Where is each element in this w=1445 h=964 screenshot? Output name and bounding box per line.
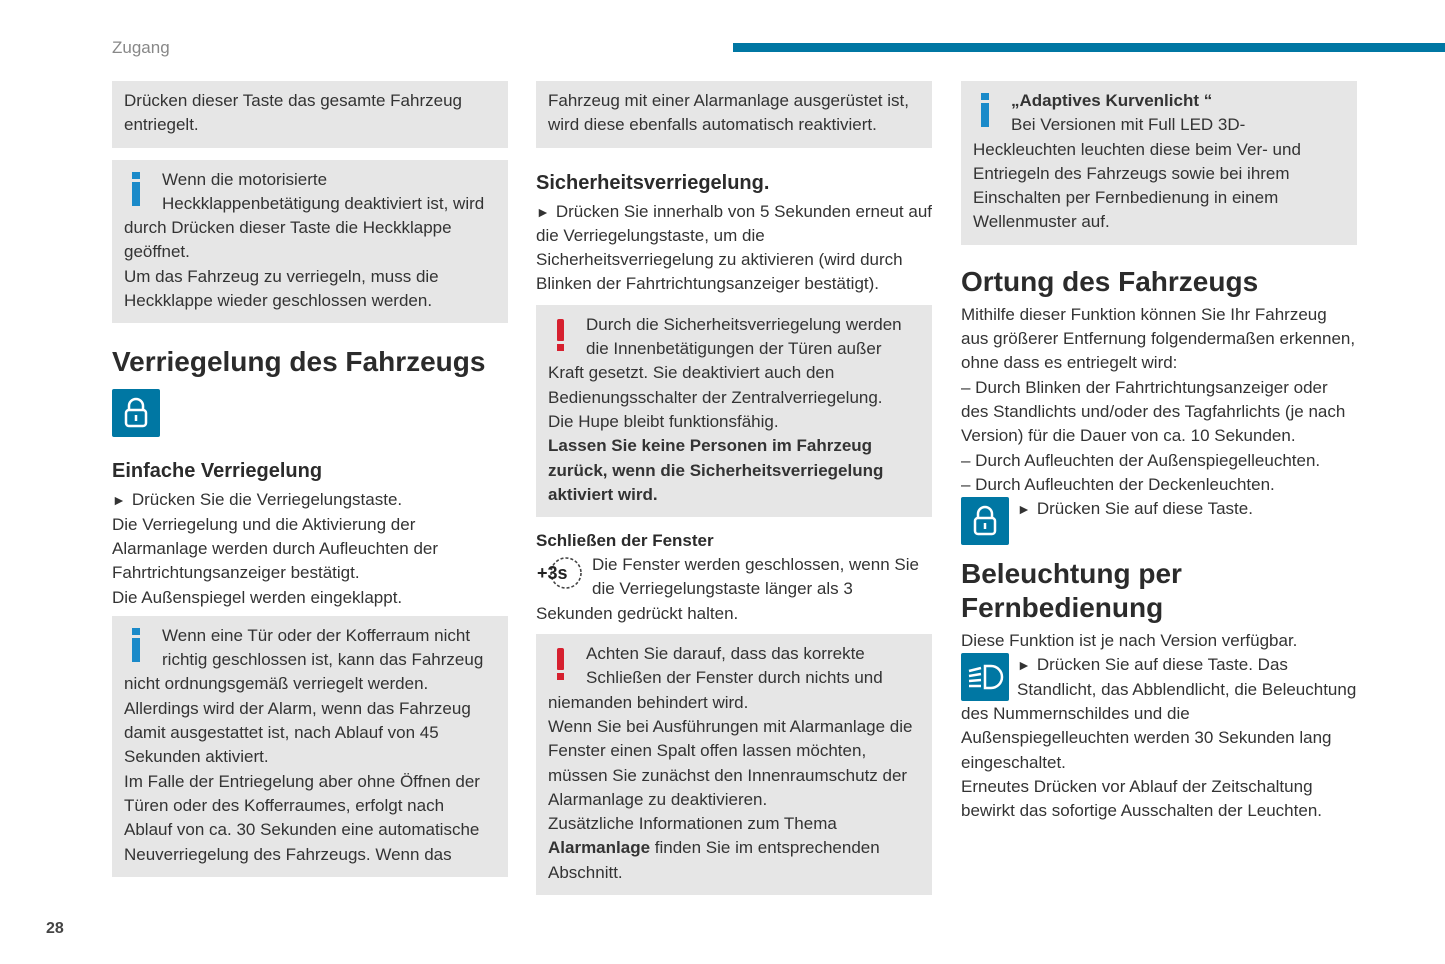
warning-box-windows <box>536 634 932 895</box>
para-switch-off: Erneutes Drücken vor Ablauf der Zeitschaltung bewirkt das sofortige Ausschalten der Leuchten. <box>961 776 1322 821</box>
info-text: Wenn die motorisierte Heckklappenbetätigung deaktiviert ist, wird durch Drücken dieser Taste die Heckklappe geöffnet. <box>124 169 485 262</box>
para-confirmation: Die Verriegelung und die Aktivierung der Alarmanlage werden durch Aufleuchten der Fahrtrichtungsanzeiger bestätigt. <box>112 514 439 583</box>
lock-button-icon <box>112 389 160 437</box>
page-number: 28 <box>46 920 64 937</box>
dash-item-mirror-lights: – Durch Aufleuchten der Außenspiegelleuchten. <box>961 450 1321 470</box>
para-mirrors: Die Außenspiegel werden eingeklappt. <box>112 587 403 607</box>
info-box-door <box>112 616 508 877</box>
timer-3s-icon <box>536 553 586 593</box>
locate-step <box>961 497 1357 545</box>
warning-text-2: Wenn Sie bei Ausführungen mit Alarmanlage die Fenster einen Spalt offen lassen möchten, müssen Sie zunächst den Innenraumschutz der Alarmanlage zu deaktivieren. <box>548 716 913 809</box>
arrow-icon: ► <box>536 203 550 220</box>
info-text-2: Allerdings wird der Alarm, wenn das Fahrzeug damit ausgestattet ist, nach Ablauf von 45 Sekunden aktiviert. <box>124 698 471 767</box>
warning-icon <box>548 642 574 688</box>
info-text-2: Um das Fahrzeug zu verriegeln, muss die Heckklappe wieder geschlossen werden. <box>124 266 439 311</box>
heading-remote-lighting: Beleuchtung per Fernbedienung <box>961 558 1182 624</box>
step-press-button: ► Drücken Sie auf diese Taste. <box>961 497 1357 521</box>
heading-locking: Verriegelung des Fahrzeugs <box>112 346 486 378</box>
step-lock: ► Drücken Sie die Verriegelungstaste. <box>112 488 508 512</box>
timer-label: +3s <box>537 563 568 584</box>
dash-item-indicators: – Durch Blinken der Fahrtrichtungsanzeiger oder des Standlichts und/oder des Tagfahrlichts (je nach Version) für die Dauer von ca. 10 Sekunden. <box>961 377 1346 446</box>
info-title: „Adaptives Kurvenlicht “ <box>1011 91 1213 110</box>
para-locate-intro: Mithilfe dieser Funktion können Sie Ihr Fahrzeug aus größerer Entfernung folgendermaßen erkennen, ohne dass es entriegelt wird: <box>961 304 1356 373</box>
warning-icon <box>548 313 574 359</box>
info-icon <box>124 168 150 214</box>
info-text: Bei Versionen mit Full LED 3D-Heckleuchten leuchten diese beim Ver- und Entriegeln des Fahrzeugs sowie bei ihrem Einschalten per Fernbedienung in einem Wellenmuster auf. <box>973 115 1301 232</box>
column-1 <box>112 81 508 889</box>
warning-text-2: Die Hupe bleibt funktionsfähig. <box>548 411 779 431</box>
arrow-icon: ► <box>1017 501 1031 518</box>
para-availability: Diese Funktion ist je nach Version verfügbar. <box>961 631 1298 651</box>
continued-text-box <box>112 81 508 148</box>
info-box-adaptive-light <box>961 81 1357 245</box>
dash-item-ceiling-lights: – Durch Aufleuchten der Deckenleuchten. <box>961 474 1275 494</box>
box-text: Drücken dieser Taste das gesamte Fahrzeug entriegelt. <box>124 91 462 135</box>
warning-bold-text: Lassen Sie keine Personen im Fahrzeug zurück, wenn die Sicherheitsverriegelung aktiviert wird. <box>548 436 884 504</box>
step-press-light-button: ► Drücken Sie auf diese Taste. Das Standlicht, das Abblendlicht, die Beleuchtung des Nummernschildes und die Außenspiegelleuchten werden 30 Sekunden lang eingeschaltet. <box>961 655 1357 772</box>
warning-text: Durch die Sicherheitsverriegelung werden die Innenbetätigungen der Türen außer Kraft gesetzt. Sie deaktiviert auch den Bedienungsschalter der Zentralverriegelung. <box>548 314 902 407</box>
heading-locate-vehicle: Ortung des Fahrzeugs <box>961 265 1259 297</box>
subheading-simple-locking: Einfache Verriegelung <box>112 460 323 483</box>
subheading-deadlocking: Sicherheitsverriegelung. <box>536 171 770 194</box>
info-text: Wenn eine Tür oder der Kofferraum nicht richtig geschlossen ist, kann das Fahrzeug nicht ordnungsgemäß verriegelt werden. <box>124 625 484 694</box>
column-3 <box>961 81 1357 824</box>
continued-text-box <box>536 81 932 148</box>
arrow-icon: ► <box>1017 657 1031 674</box>
info-icon <box>973 89 999 135</box>
headlight-button-icon <box>961 653 1009 701</box>
section-color-bar <box>733 43 1445 52</box>
subheading-windows: Schließen der Fenster <box>536 531 714 551</box>
warning-box-deadlocking <box>536 305 932 517</box>
windows-text: Die Fenster werden geschlossen, wenn Sie die Verriegelungstaste länger als 3 Sekunden gedrückt halten. <box>536 555 919 623</box>
warning-text-3: Zusätzliche Informationen zum Thema Alarmanlage finden Sie im entsprechenden Abschnitt. <box>548 814 880 882</box>
alarm-keyword: Alarmanlage <box>548 838 651 858</box>
step-deadlocking: ► Drücken Sie innerhalb von 5 Sekunden erneut auf die Verriegelungstaste, um die Sicherheitsverriegelung zu aktivieren (wird durch Blinken der Fahrtrichtungsanzeiger bestätigt). <box>536 201 933 294</box>
info-text-3: Im Falle der Entriegelung aber ohne Öffnen der Türen oder des Kofferraumes, erfolgt nach Ablauf von ca. 30 Sekunden eine automatische Neuverriegelung des Fahrzeugs. Wenn das <box>124 771 480 864</box>
info-box-tailgate <box>112 160 508 324</box>
box-text: Fahrzeug mit einer Alarmanlage ausgerüstet ist, wird diese ebenfalls automatisch reaktiviert. <box>548 91 909 135</box>
column-2 <box>536 81 932 907</box>
arrow-icon: ► <box>112 492 126 509</box>
warning-text: Achten Sie darauf, dass das korrekte Schließen der Fenster durch nichts und niemanden behindert wird. <box>548 644 883 712</box>
lock-button-icon <box>961 497 1009 545</box>
info-icon <box>124 624 150 670</box>
section-label: Zugang <box>112 38 170 57</box>
